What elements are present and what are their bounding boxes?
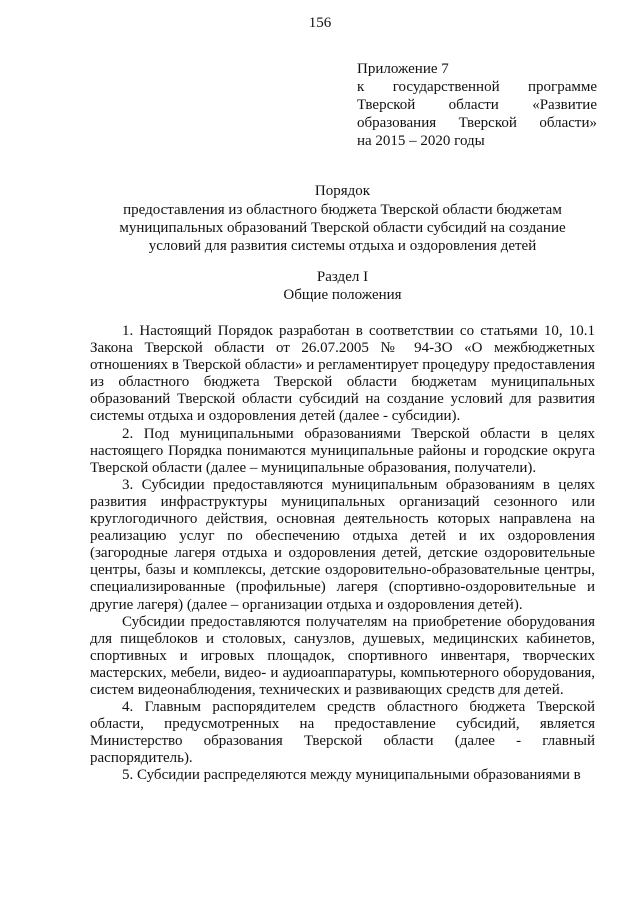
appendix-header bbox=[357, 60, 597, 150]
appendix-line: образования Тверской области» bbox=[357, 115, 597, 131]
appendix-line: Приложение 7 bbox=[357, 61, 449, 77]
document-body bbox=[90, 323, 595, 785]
page-number: 156 bbox=[308, 15, 332, 31]
appendix-line: Тверской области «Развитие bbox=[357, 97, 597, 113]
document-title bbox=[95, 182, 590, 255]
paragraph-2: 2. Под муниципальными образованиями Тверской области в целях настоящего Порядка понимаются муниципальные районы и городские округа Тверской области (далее – муниципальные образования, получатели). bbox=[90, 425, 595, 476]
title-line: условий для развития системы отдыха и оздоровления детей bbox=[148, 238, 537, 254]
title-heading: Порядок bbox=[314, 183, 371, 199]
section-heading bbox=[95, 268, 590, 304]
paragraph-4: 4. Главным распорядителем средств областного бюджета Тверской области, предусмотренных на предоставление субсидий, является Министерство образования Тверской области (далее - главный распорядитель). bbox=[90, 699, 595, 767]
appendix-line: на 2015 – 2020 годы bbox=[357, 133, 485, 149]
paragraph-3-continued: Субсидии предоставляются получателям на приобретение оборудования для пищеблоков и столовых, санузлов, душевых, медицинских кабинетов, спортивных и игровых площадок, спортивного инвентаря, творческих мастерских, мебели, видео- и аудиоаппаратуры, компьютерного оборудования, систем видеонаблюдения, технических и развивающих средств для детей. bbox=[90, 613, 595, 698]
section-number: Раздел I bbox=[316, 269, 369, 285]
appendix-line: к государственной программе bbox=[357, 79, 597, 95]
paragraph-3: 3. Субсидии предоставляются муниципальным образованиям в целях развития инфраструктуры муниципальных организаций сезонного или круглогодичного действия, основная деятельность которых направлена на реализацию услуг по обеспечению отдыха детей и их оздоровления (загородные лагеря отдыха и оздоровления детей, детские оздоровительные центры, базы и комплексы, детские оздоровительно-образовательные центры, специализированные (профильные) лагеря (спортивно-оздоровительные и другие лагеря) (далее – организации отдыха и оздоровления детей). bbox=[90, 476, 595, 613]
title-line: муниципальных образований Тверской области субсидий на создание bbox=[119, 220, 566, 236]
paragraph-1: 1. Настоящий Порядок разработан в соответствии со статьями 10, 10.1 Закона Тверской области от 26.07.2005 № 94-ЗО «О межбюджетных отношениях в Тверской области» и регламентирует процедуру предоставления из областного бюджета Тверской области бюджетам муниципальных образований Тверской области субсидий на создание условий для развития системы отдыха и оздоровления детей (далее - субсидии). bbox=[90, 323, 595, 425]
paragraph-5: 5. Субсидии распределяются между муниципальными образованиями в bbox=[122, 767, 581, 784]
section-name: Общие положения bbox=[283, 287, 402, 303]
title-line: предоставления из областного бюджета Тверской области бюджетам bbox=[123, 202, 562, 218]
